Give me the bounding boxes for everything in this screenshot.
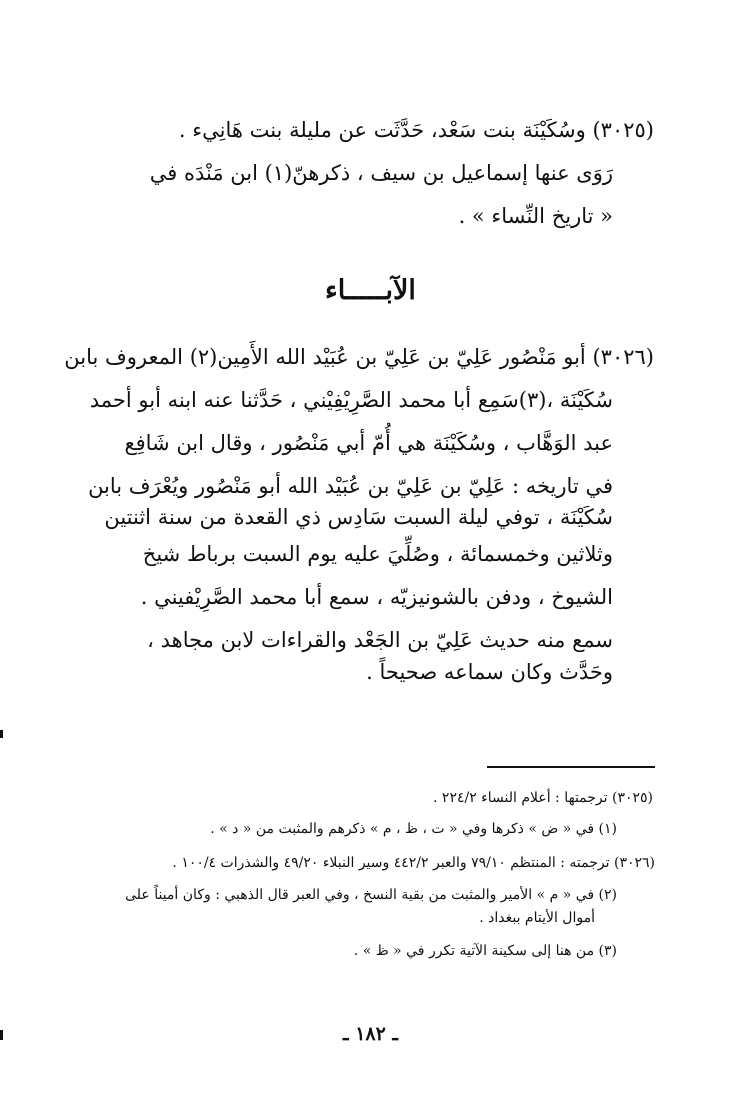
entry-3026-line-5: سُكَيْنَة ، توفي ليلة السبت سَادِس ذي القعدة من سنة اثنتين [104, 505, 613, 529]
entry-3026-line-3: عبد الوَهَّاب ، وسُكَيْنَة هي أُمّ أبي مَنْصُور ، وقال ابن شَافِع [124, 431, 613, 455]
footnote-3: (٣) من هنا إلى سكينة الآتية تكرر في « ظ » . [353, 943, 617, 959]
footnote-3025-biblio: (٣٠٢٥) ترجمتها : أعلام النساء ٢٢٤/٢ . [433, 790, 653, 806]
entry-3026-line-6: وثلاثين وخمسمائة ، وصُلِّيَ عليه يوم السبت برباط شيخ [142, 542, 613, 566]
entry-3026-line-2: سُكَيْنَة ،(٣)سَمِع أبا محمد الصَّرِيْفِيْني ، حَدَّثنا عنه ابنه أبو أحمد [89, 388, 613, 412]
entry-3026-line-9: وحَدَّث وكان سماعه صحيحاً . [366, 660, 613, 684]
entry-3026-number: (٣٠٢٦) [592, 345, 654, 369]
entry-3025-number: (٣٠٢٥) [592, 118, 654, 142]
scan-edge-mark [0, 1030, 3, 1040]
footnote-3026-biblio: (٣٠٢٦) ترجمته : المنتظم ٧٩/١٠ والعبر ٤٤٢/٢ وسير النبلاء ٤٩/٢٠ والشذرات ١٠٠/٤ . [172, 855, 655, 871]
entry-3025-text-1: وسُكَيْنَة بنت سَعْد، حَدَّثَت عن مليلة بنت هَانِيء . [178, 118, 586, 142]
entry-3026-text-1: أبو مَنْصُور عَلِيّ بن عَلِيّ بن عُبَيْد الله الأَمِين(٢) المعروف بابن [64, 345, 586, 369]
footnote-separator [487, 766, 655, 768]
page-number: ـ ١٨٢ ـ [343, 1023, 398, 1045]
entry-3025-line-3: « تاريخ النِّساء » . [458, 204, 613, 228]
entry-3025-line-1 [179, 115, 654, 145]
footnote-2-line-2: أموال الأيتام ببغداد . [479, 910, 595, 926]
footnote-2-line-1: (٢) في « م » الأمير والمثبت من بقية النسخ ، وفي العبر قال الذهبي : وكان أميناً على [125, 887, 617, 903]
footnote-1: (١) في « ض » ذكرها وفي « ت ، ظ ، م » ذكرهم والمثبت من « د » . [210, 821, 617, 837]
entry-3026-line-8: سمع منه حديث عَلِيّ بن الجَعْد والقراءات لابن مجاهد ، [147, 628, 613, 652]
scan-edge-mark [0, 730, 3, 738]
entry-3026-line-4: في تاريخه : عَلِيّ بن عَلِيّ بن عُبَيْد الله أبو مَنْصُور ويُعْرَف بابن [88, 474, 613, 498]
section-heading: الآبـــــاء [325, 275, 416, 306]
entry-3025-line-2: رَوَى عنها إسماعيل بن سيف ، ذكرهنّ(١) ابن مَنْدَه في [149, 161, 613, 185]
entry-3026-line-1 [64, 342, 654, 372]
entry-3026-line-7: الشيوخ ، ودفن بالشونيزيّه ، سمع أبا محمد الصَّرِيْفيني . [140, 585, 613, 609]
